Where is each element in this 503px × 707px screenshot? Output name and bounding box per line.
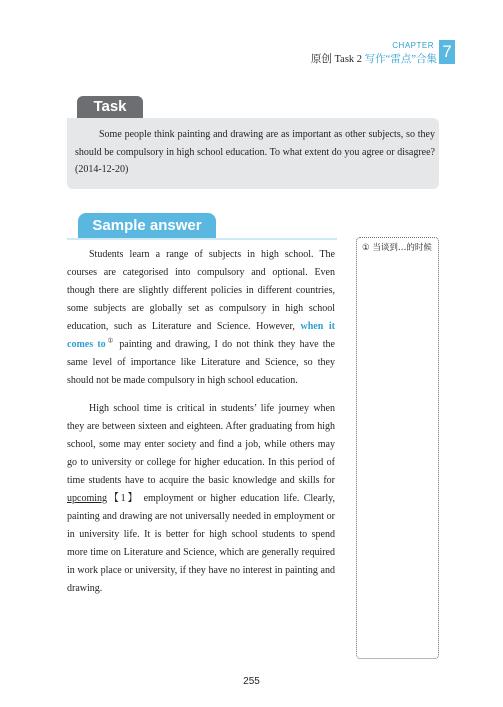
sample-answer-body [67, 246, 335, 598]
paragraph-2 [67, 400, 335, 598]
task-tab: Task [77, 96, 143, 118]
p1-text-a: Students learn a range of subjects in high school. The courses are categorised into compulsory and optional. Even though there are slightly different policies in different countries, some subjects are globally set as compulsory in high school education, such as Literature and Science. However, [67, 249, 335, 332]
highlight-phrase: when it comes to [67, 321, 335, 350]
sample-answer-tab: Sample answer [78, 213, 216, 238]
running-header-highlight: 写作“雷点”合集 [364, 54, 437, 65]
p2-text-a: High school time is critical in students’ life journey when they are between sixteen and eighteen. After graduating from high school, some may enter society and find a job, while others may go to university or college for higher education. In this period of time students have to acquire the basic knowledge and skills for [67, 403, 335, 486]
vocab-ref: 【1】 [107, 493, 140, 504]
paragraph-1 [67, 246, 335, 390]
running-header-prefix: 原创 Task 2 [310, 54, 365, 65]
running-header [311, 51, 437, 66]
task-prompt: Some people think painting and drawing are as important as other subjects, so they should be compulsory in high school education. To what extent do you agree or disagree? (2014-12-20) [75, 129, 435, 175]
p1-text-b: painting and drawing, I do not think they have the same level of importance like Literature and Science, so they should not be made compulsory in high school education. [67, 339, 335, 386]
chapter-label: CHAPTER [392, 41, 434, 50]
notes-box [356, 237, 439, 659]
sample-answer-rule [67, 238, 337, 240]
note-1: ① 当谈到…的时候 [362, 243, 432, 253]
page-number: 255 [243, 676, 260, 687]
underlined-word: upcoming [67, 493, 107, 504]
p2-text-b: employment or higher education life. Clearly, painting and drawing are not universally needed in employment or in university life. It is better for high school students to spend more time on Literature and Science, which are generally required in work place or university, if they have no interest in painting and drawing. [67, 493, 335, 594]
note-marker: ① [105, 337, 116, 345]
chapter-number-badge: 7 [439, 40, 455, 64]
